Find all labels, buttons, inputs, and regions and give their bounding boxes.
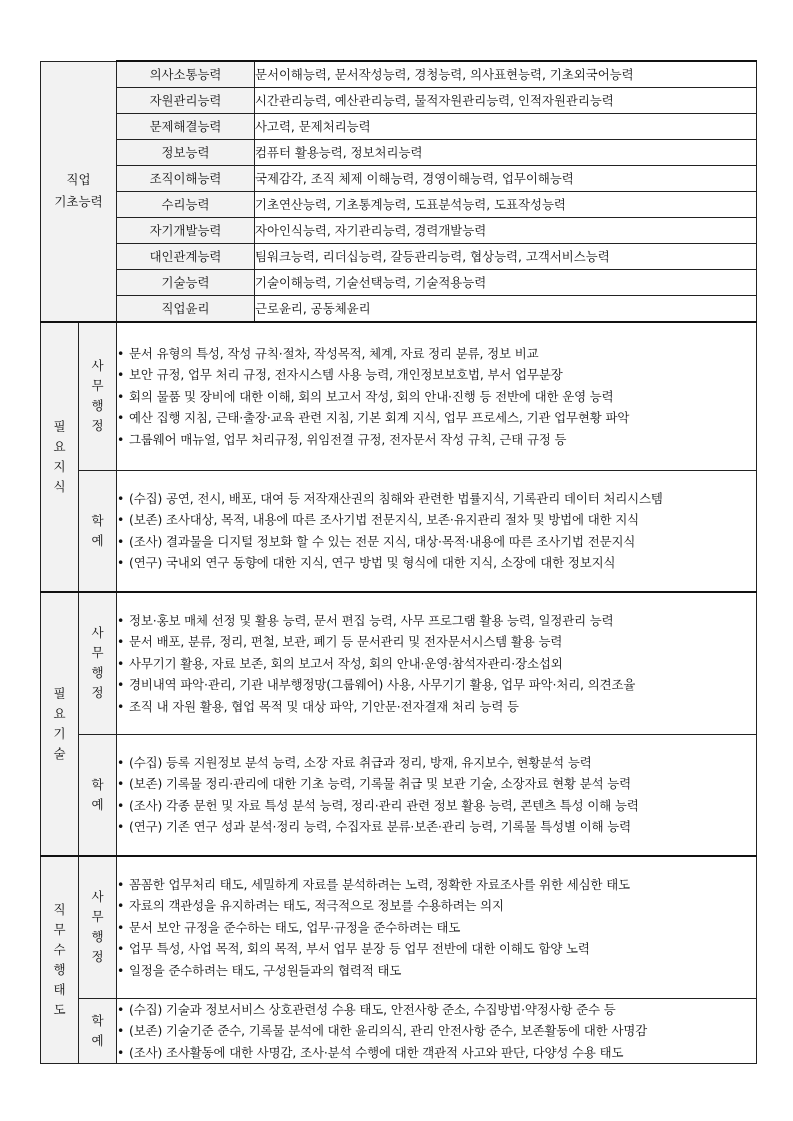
category-skills: [41, 592, 79, 856]
subcategory-char: 학: [91, 512, 104, 528]
bullet-item: • 꼼꼼한 업무처리 태도, 세밀하게 자료를 분석하려는 노력, 정확한 자료조사를 위한 세심한 태도: [117, 874, 756, 896]
subcategory-char: 사: [91, 889, 104, 905]
bullet-item: • 문서 보안 규정을 준수하는 태도, 업무·규정을 준수하려는 태도: [117, 917, 756, 939]
category-skills-char: 필: [53, 686, 66, 701]
ability-name: 정보능력: [117, 140, 255, 166]
skills-row: [41, 592, 757, 734]
bullet-item: • 조직 내 자원 활용, 협업 목적 및 대상 파악, 기안문·전자결재 처리 능력 등: [117, 696, 756, 718]
bullet-item: • 예산 집행 지침, 근태·출장·교육 관련 지침, 기본 회계 지식, 업무 프로세스, 기관 업무현황 파악: [117, 407, 756, 429]
ability-detail: 기술이해능력, 기술선택능력, 기술적용능력: [255, 270, 757, 296]
bullet-item: • 일정을 준수하려는 태도, 구성원들과의 협력적 태도: [117, 960, 756, 982]
subcategory-char: 정: [91, 949, 104, 965]
bullet-item: • 회의 물품 및 장비에 대한 이해, 회의 보고서 작성, 회의 안내·진행 등 전반에 대한 운영 능력: [117, 386, 756, 408]
basic-ability-row: [41, 166, 757, 192]
ability-name: 직업윤리: [117, 296, 255, 323]
bullet-item: • (수집) 기술과 정보서비스 상호관련성 수용 태도, 안전사항 준소, 수집방법·약정사항 준수 등: [117, 999, 756, 1021]
subcategory-char: 무: [91, 909, 104, 925]
bullet-item: • 그룹웨어 매뉴얼, 업무 처리규정, 위임전결 규정, 전자문서 작성 규칙, 근태 규정 등: [117, 429, 756, 451]
basic-ability-row: [41, 296, 757, 323]
ability-detail: 컴퓨터 활용능력, 정보처리능력: [255, 140, 757, 166]
competency-table: [40, 60, 757, 1064]
subcategory-char: 정: [91, 685, 104, 701]
attitude-item-list: [117, 998, 757, 1064]
bullet-item: • 사무기기 활용, 자료 보존, 회의 보고서 작성, 회의 안내·운영·참석자관리·장소섭외: [117, 653, 756, 675]
bullet-item: • (보존) 기록물 정리·관리에 대한 기초 능력, 기록물 취급 및 보관 기술, 소장자료 현황 분석 능력: [117, 773, 756, 795]
category-skills-char: 술: [53, 746, 66, 761]
basic-ability-row: [41, 244, 757, 270]
bullet-item: • (연구) 기존 연구 성과 분석·정리 능력, 수집자료 분류·보존·관리 능력, 기록물 특성별 이해 능력: [117, 816, 756, 838]
bullet-item: • 업무 특성, 사업 목적, 회의 목적, 부서 업무 분장 등 업무 전반에 대한 이해도 함양 노력: [117, 938, 756, 960]
subcategory-office-admin: [79, 856, 117, 998]
skills-row: [41, 734, 757, 856]
category-skills-char: 요: [53, 706, 66, 721]
ability-name: 기술능력: [117, 270, 255, 296]
attitude-item-list: [117, 856, 757, 998]
category-knowledge-char: 식: [53, 479, 66, 494]
knowledge-item-list: [117, 470, 757, 592]
ability-detail: 근로윤리, 공동체윤리: [255, 296, 757, 323]
basic-ability-row: [41, 270, 757, 296]
subcategory-curatorial: [79, 470, 117, 592]
bullet-item: • (조사) 결과물을 디지털 정보화 할 수 있는 전문 지식, 대상·목적·내용에 따른 조사기법 전문지식: [117, 531, 756, 553]
subcategory-office-admin: [79, 322, 117, 470]
bullet-item: • (수집) 공연, 전시, 배포, 대여 등 저작재산권의 침해와 관련한 법률지식, 기록관리 데이터 처리시스템: [117, 488, 756, 510]
ability-detail: 사고력, 문제처리능력: [255, 114, 757, 140]
ability-detail: 국제감각, 조직 체제 이해능력, 경영이해능력, 업무이해능력: [255, 166, 757, 192]
subcategory-char: 사: [91, 358, 104, 374]
skills-item-list: [117, 592, 757, 734]
subcategory-char: 정: [91, 418, 104, 434]
category-attitude-char: 도: [53, 1002, 66, 1017]
bullet-item: • (수집) 등록 지원정보 분석 능력, 소장 자료 취급과 정리, 방재, 유지보수, 현황분석 능력: [117, 752, 756, 774]
ability-detail: 자아인식능력, 자기관리능력, 경력개발능력: [255, 218, 757, 244]
subcategory-office-admin: [79, 592, 117, 734]
ability-detail: 기초연산능력, 기초통계능력, 도표분석능력, 도표작성능력: [255, 192, 757, 218]
attitude-row: [41, 856, 757, 998]
skills-item-list: [117, 734, 757, 856]
basic-ability-row: [41, 88, 757, 114]
ability-detail: 팀워크능력, 리더십능력, 갈등관리능력, 협상능력, 고객서비스능력: [255, 244, 757, 270]
category-knowledge-char: 지: [53, 459, 66, 474]
ability-name: 문제해결능력: [117, 114, 255, 140]
bullet-item: • 문서 배포, 분류, 정리, 편철, 보관, 폐기 등 문서관리 및 전자문서시스템 활용 능력: [117, 631, 756, 653]
subcategory-char: 예: [91, 532, 104, 548]
category-basic-ability: [41, 61, 117, 322]
subcategory-char: 무: [91, 645, 104, 661]
category-attitude-char: 직: [53, 902, 66, 917]
basic-ability-row: [41, 192, 757, 218]
knowledge-item-list: [117, 322, 757, 470]
subcategory-char: 학: [91, 776, 104, 792]
ability-name: 자원관리능력: [117, 88, 255, 114]
category-attitude: [41, 856, 79, 1064]
subcategory-char: 예: [91, 796, 104, 812]
basic-ability-row: [41, 218, 757, 244]
subcategory-char: 행: [91, 929, 104, 945]
bullet-item: • 보안 규정, 업무 처리 규정, 전자시스템 사용 능력, 개인정보보호법, 부서 업무분장: [117, 364, 756, 386]
subcategory-char: 무: [91, 378, 104, 394]
category-knowledge: [41, 322, 79, 592]
bullet-item: • (보존) 조사대상, 목적, 내용에 따른 조사기법 전문지식, 보존·유지관리 절차 및 방법에 대한 지식: [117, 509, 756, 531]
category-attitude-char: 태: [53, 982, 66, 997]
subcategory-curatorial: [79, 998, 117, 1064]
subcategory-curatorial: [79, 734, 117, 856]
attitude-row: [41, 998, 757, 1064]
category-knowledge-char: 필: [53, 419, 66, 434]
bullet-item: • 정보·홍보 매체 선정 및 활용 능력, 문서 편집 능력, 사무 프로그램 활용 능력, 일정관리 능력: [117, 610, 756, 632]
category-label-line: 기초능력: [54, 194, 103, 210]
category-label-line: 직업: [66, 172, 91, 188]
category-attitude-char: 무: [53, 922, 66, 937]
basic-ability-row: [41, 114, 757, 140]
bullet-item: • 자료의 객관성을 유지하려는 태도, 적극적으로 정보를 수용하려는 의지: [117, 895, 756, 917]
subcategory-char: 예: [91, 1032, 104, 1048]
ability-name: 의사소통능력: [117, 61, 255, 88]
subcategory-char: 행: [91, 665, 104, 681]
ability-detail: 시간관리능력, 예산관리능력, 물적자원관리능력, 인적자원관리능력: [255, 88, 757, 114]
bullet-item: • (보존) 기술기준 준수, 기록물 분석에 대한 윤리의식, 관리 안전사항 준수, 보존활동에 대한 사명감: [117, 1020, 756, 1042]
knowledge-row: [41, 322, 757, 470]
bullet-item: • (조사) 각종 문헌 및 자료 특성 분석 능력, 정리·관리 관련 정보 활용 능력, 콘텐츠 특성 이해 능력: [117, 795, 756, 817]
basic-ability-row: [41, 61, 757, 88]
knowledge-row: [41, 470, 757, 592]
bullet-item: • (연구) 국내외 연구 동향에 대한 지식, 연구 방법 및 형식에 대한 지식, 소장에 대한 정보지식: [117, 552, 756, 574]
bullet-item: • 문서 유형의 특성, 작성 규칙·절차, 작성목적, 체계, 자료 정리 분류, 정보 비교: [117, 343, 756, 365]
subcategory-char: 행: [91, 398, 104, 414]
ability-name: 대인관계능력: [117, 244, 255, 270]
bullet-item: • 경비내역 파악·관리, 기관 내부행정망(그룹웨어) 사용, 사무기기 활용, 업무 파악·처리, 의견조율: [117, 674, 756, 696]
ability-name: 수리능력: [117, 192, 255, 218]
ability-name: 자기개발능력: [117, 218, 255, 244]
category-attitude-char: 수: [53, 942, 66, 957]
category-knowledge-char: 요: [53, 439, 66, 454]
bullet-item: • (조사) 조사활동에 대한 사명감, 조사·분석 수행에 대한 객관적 사고와 판단, 다양성 수용 태도: [117, 1042, 756, 1064]
subcategory-char: 사: [91, 625, 104, 641]
subcategory-char: 학: [91, 1012, 104, 1028]
basic-ability-row: [41, 140, 757, 166]
ability-detail: 문서이해능력, 문서작성능력, 경청능력, 의사표현능력, 기초외국어능력: [255, 61, 757, 88]
category-attitude-char: 행: [53, 962, 66, 977]
category-skills-char: 기: [53, 726, 66, 741]
ability-name: 조직이해능력: [117, 166, 255, 192]
